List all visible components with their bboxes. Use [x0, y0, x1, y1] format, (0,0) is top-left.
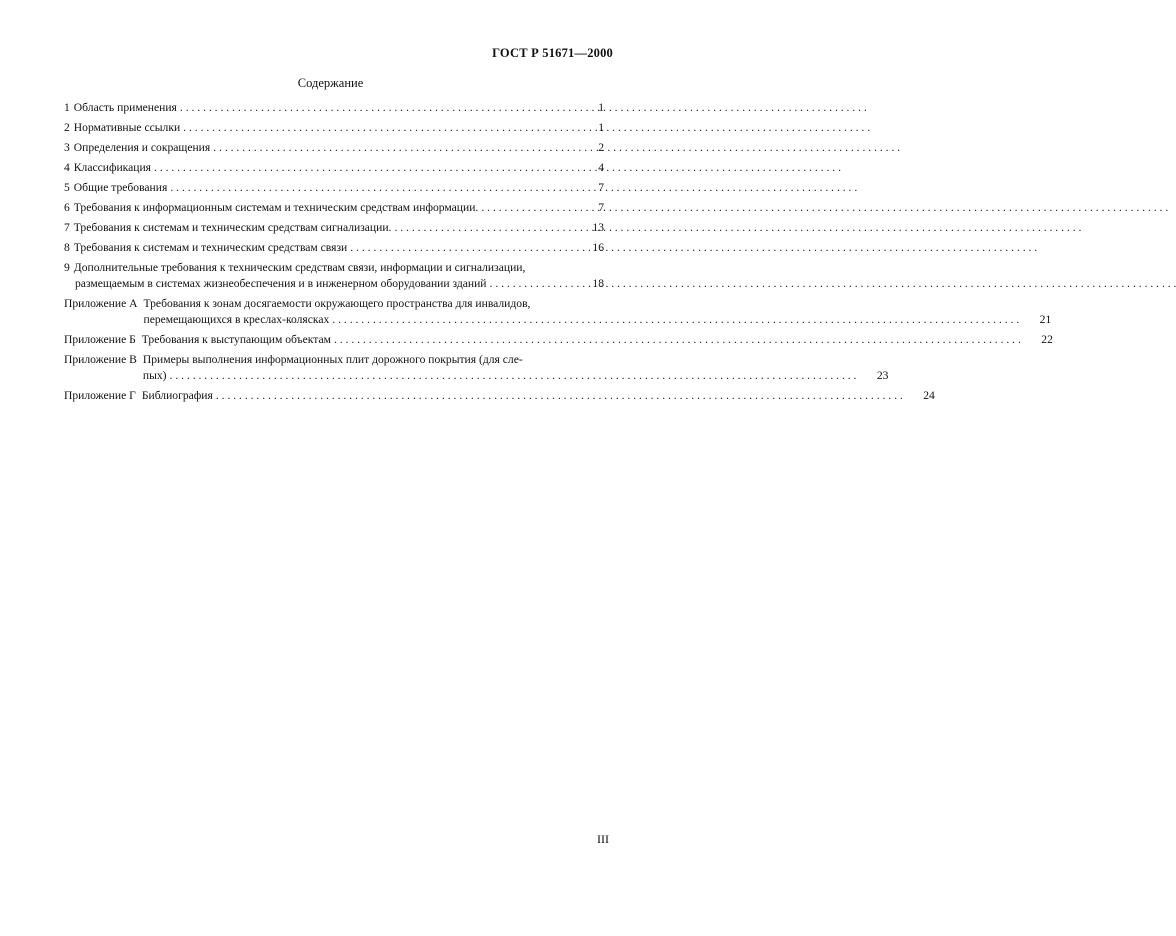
toc-entry-page: 2 [598, 141, 604, 154]
toc-entry-number: 2 [64, 121, 70, 134]
appendix-label: Приложение Г [64, 389, 136, 402]
toc-entry-page: 22 [1041, 333, 1053, 346]
toc-entry-title: Общие требования [73, 181, 168, 194]
dot-leader [332, 312, 1019, 328]
toc-entry-6[interactable] [64, 200, 604, 216]
toc-entry-number: 7 [64, 221, 70, 234]
toc-entry-page: 7 [598, 201, 604, 214]
dot-leader [481, 200, 572, 216]
toc-entry-title-line2: размещаемым в системах жизнеобеспечения и в инженерном оборудовании зданий [75, 277, 487, 290]
toc-entry-title: Определения и сокращения [73, 141, 211, 154]
dot-leader [350, 240, 572, 256]
toc-entry-title-line2: пых) [142, 369, 167, 382]
toc-entry-number: 4 [64, 161, 70, 174]
toc-entry-9[interactable] [64, 260, 604, 292]
toc-entry-page: 1 [598, 101, 604, 114]
toc-entry-page: 7 [598, 181, 604, 194]
toc-entry-title: Классификация [73, 161, 152, 174]
toc-entry-number: 8 [64, 241, 70, 254]
appendix-label: Приложение В [64, 353, 137, 366]
toc-entry-number: 6 [64, 201, 70, 214]
toc-appendix-b[interactable] [64, 332, 1053, 348]
toc-entry-title: Область применения [73, 101, 177, 114]
toc-entry-title: Нормативные ссылки [73, 121, 181, 134]
toc-entry-2[interactable] [64, 120, 604, 136]
dot-leader [490, 276, 572, 292]
toc-title: Содержание [297, 76, 364, 90]
dot-leader [394, 220, 572, 236]
toc-entry-3[interactable] [64, 140, 604, 156]
toc-entry-page: 4 [598, 161, 604, 174]
toc-entry-number: 3 [64, 141, 70, 154]
dot-leader [170, 180, 572, 196]
toc-entry-title-line1: Требования к зонам досягаемости окружающего пространства для инвалидов, [143, 297, 531, 310]
toc-appendix-v[interactable] [64, 352, 889, 384]
toc-appendix-g[interactable] [64, 388, 935, 404]
toc-entry-4[interactable] [64, 160, 604, 176]
toc-appendix-a[interactable] [64, 296, 1052, 328]
toc-entry-title-line2: перемещающихся в креслах-колясках [143, 313, 330, 326]
toc-entry-page: 13 [592, 221, 604, 234]
toc-entry-page: 23 [876, 369, 889, 382]
toc-entry-title: Требования к системам и техническим средствам связи [73, 241, 348, 254]
toc-entry-1[interactable] [64, 100, 604, 116]
standard-code: ГОСТ Р 51671—2000 [492, 46, 613, 60]
toc-entry-number: 9 [64, 261, 70, 274]
toc-entry-number: 1 [64, 101, 70, 114]
table-of-contents [64, 100, 1053, 404]
toc-entry-title: Требования к выступающим объектам [141, 333, 331, 346]
appendix-label: Приложение А [64, 297, 138, 310]
dot-leader [183, 120, 572, 136]
toc-entry-number: 5 [64, 181, 70, 194]
dot-leader [180, 100, 572, 116]
toc-entry-page: 21 [1039, 313, 1052, 326]
toc-entry-8[interactable] [64, 240, 604, 256]
toc-entry-title: Требования к информационным системам и техническим средствам информации. [73, 201, 479, 214]
page-number: III [597, 832, 609, 846]
dot-leader [213, 140, 572, 156]
dot-leader [170, 368, 857, 384]
toc-entry-page: 16 [592, 241, 604, 254]
toc-entry-page: 24 [923, 389, 935, 402]
toc-entry-page: 18 [592, 277, 604, 290]
dot-leader [334, 332, 1021, 348]
dot-leader [216, 388, 903, 404]
toc-entry-page: 1 [598, 121, 604, 134]
toc-entry-title: Библиография [141, 389, 213, 402]
toc-entry-7[interactable] [64, 220, 604, 236]
appendix-label: Приложение Б [64, 333, 136, 346]
toc-entry-5[interactable] [64, 180, 604, 196]
toc-entry-title-line1: Дополнительные требования к техническим средствам связи, информации и сигнализации, [73, 261, 526, 274]
dot-leader [154, 160, 572, 176]
toc-entry-title: Требования к системам и техническим средствам сигнализации. [73, 221, 392, 234]
toc-entry-title-line1: Примеры выполнения информационных плит дорожного покрытия (для сле- [142, 353, 523, 366]
